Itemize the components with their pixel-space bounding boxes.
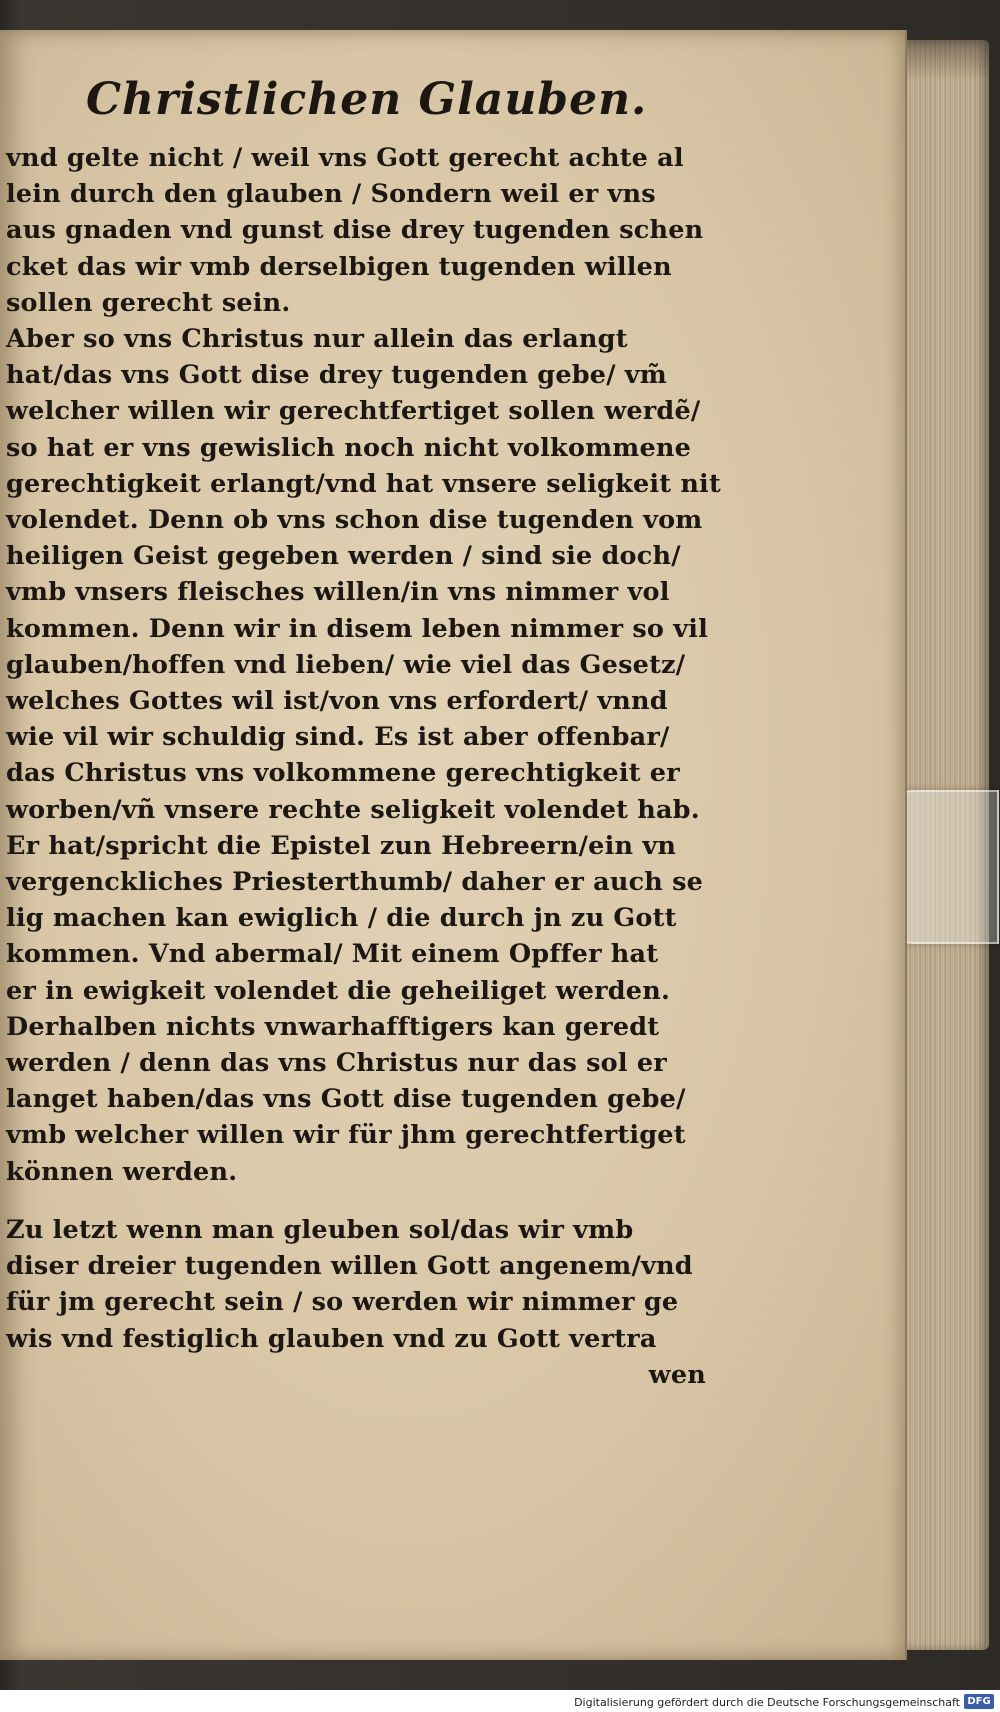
text-line: werden / denn das vns Christus nur das sol er [6,1048,667,1079]
text-line: sollen gerecht sein. [6,287,291,318]
text-line: so hat er vns gewislich noch nicht volkommene [6,432,692,463]
text-line: vmb welcher willen wir für jhm gerechtfertiget [6,1120,686,1151]
page-edges-shadow [897,40,989,80]
text-line: das Christus vns volkommene gerechtigkeit er [6,758,680,789]
text-line: vnd gelte nicht / weil vns Gott gerecht achte al [6,143,684,173]
text-line: er in ewigkeit volendet die geheiliget werden. [6,975,671,1006]
footer-bar [0,1690,1000,1712]
text-line: vmb vnsers fleisches willen/in vns nimmer vol [6,577,670,608]
catchword: wen [648,1359,706,1390]
text-line: Zu letzt wenn man gleuben sol/das wir vmb [6,1214,634,1245]
text-line: worben/vñ vnsere rechte seligkeit volendet hab. [6,794,700,825]
paragraph-2 [6,1212,706,1357]
text-line: vergenckliches Priesterthumb/ daher er auch se [6,867,704,898]
text-line: kommen. Vnd abermal/ Mit einem Opffer hat [6,939,659,970]
text-line: cket das wir vmb derselbigen tugenden willen [6,251,672,282]
text-line: heiligen Geist gegeben werden / sind sie doch/ [6,541,681,572]
text-line: glauben/hoffen vnd lieben/ wie viel das Gesetz/ [6,649,686,680]
text-line: können werden. [6,1156,238,1187]
text-line: diser dreier tugenden willen Gott angenem/vnd [6,1251,693,1282]
paragraph-1 [6,140,721,1190]
text-line: Er hat/spricht die Epistel zun Hebreern/ein vn [6,830,677,861]
text-line: welches Gottes wil ist/von vns erfordert/ vnnd [6,686,668,717]
text-line: wis vnd festiglich glauben vnd zu Gott vertra [6,1323,657,1354]
text-line: Aber so vns Christus nur allein das erlangt [6,324,628,355]
text-line: langet haben/das vns Gott dise tugenden gebe/ [6,1084,686,1115]
text-line: kommen. Denn wir in disem leben nimmer so vil [6,613,709,644]
text-line: hat/das vns Gott dise drey tugenden gebe/ vm̃ [6,360,667,391]
page-text-block [6,70,721,1393]
text-line: aus gnaden vnd gunst dise drey tugenden schen [6,215,704,246]
dfg-logo: DFG [964,1694,994,1709]
text-line: für jm gerecht sein / so werden wir nimmer ge [6,1287,679,1318]
text-line: wie vil wir schuldig sind. Es ist aber offenbar/ [6,722,670,753]
text-line: Derhalben nichts vnwarhafftigers kan geredt [6,1011,660,1042]
text-line: lig machen kan ewiglich / die durch jn zu Gott [6,903,677,934]
paragraph-gap [6,1190,706,1212]
footer-credit: Digitalisierung gefördert durch die Deutsche Forschungsgemeinschaft [574,1696,960,1709]
text-line: gerechtigkeit erlangt/vnd hat vnsere seligkeit nit [6,468,721,499]
text-line: welcher willen wir gerechtfertiget sollen werdẽ/ [6,396,701,427]
running-head: Christlichen Glauben. [86,74,648,125]
book-page [0,30,907,1660]
text-line: lein durch den glauben / Sondern weil er vns [6,179,656,210]
text-line: volendet. Denn ob vns schon dise tugenden vom [6,505,703,536]
